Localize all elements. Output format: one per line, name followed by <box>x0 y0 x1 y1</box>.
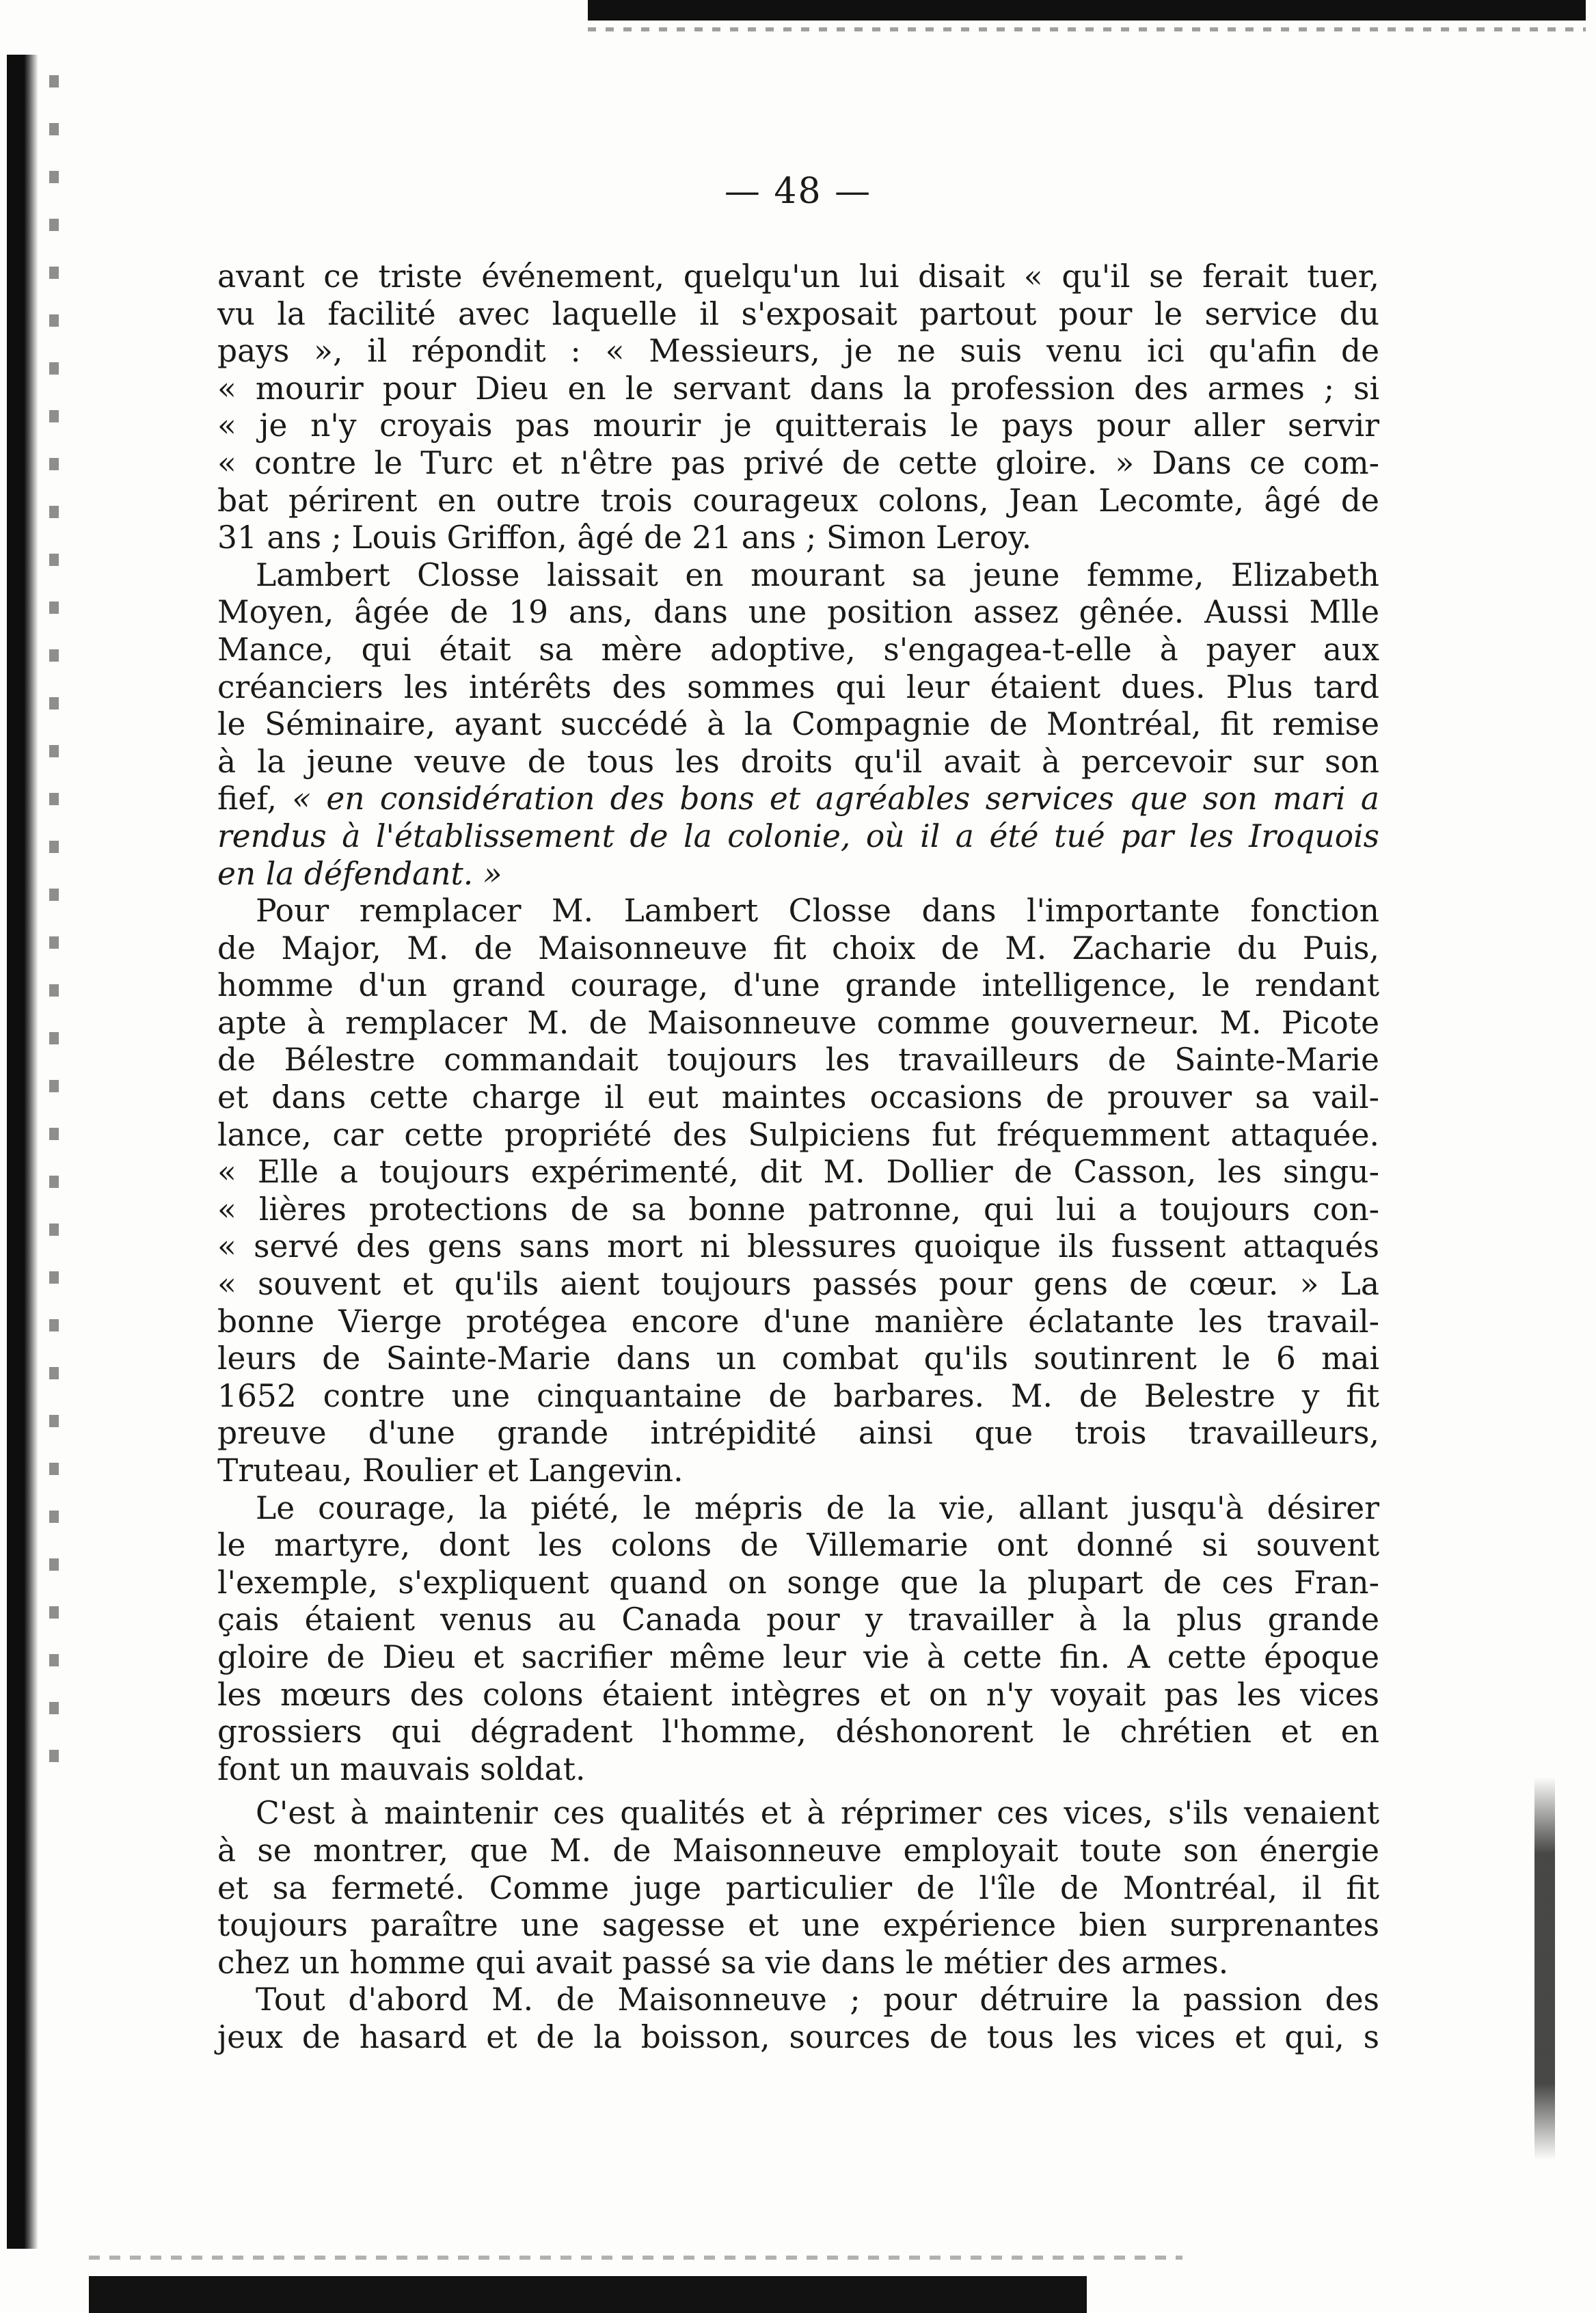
text-line: apte à remplacer M. de Maisonneuve comme gouverneur. M. Picote <box>217 1004 1379 1041</box>
page-number: — 48 — <box>724 171 872 212</box>
text-line: « lières protections de sa bonne patronne, qui lui a toujours con- <box>217 1191 1379 1228</box>
text-line: pays », il répondit : « Messieurs, je ne suis venu ici qu'afin de <box>217 333 1379 370</box>
text-line: « Elle a toujours expérimenté, dit M. Dollier de Casson, les singu- <box>217 1154 1379 1191</box>
scan-edge-right <box>1534 1777 1555 2160</box>
text-line: créanciers les intérêts des sommes qui leur étaient dues. Plus tard <box>217 668 1379 705</box>
text-line: gloire de Dieu et sacrifier même leur vie à cette fin. A cette époque <box>217 1638 1379 1675</box>
text-line: « contre le Turc et n'être pas privé de cette gloire. » Dans ce com- <box>217 444 1379 481</box>
text-line: de Bélestre commandait toujours les travailleurs de Sainte-Marie <box>217 1042 1379 1079</box>
text-line: fief, « en considération des bons et agréables services que son mari a <box>217 781 1379 817</box>
text-line: « servé des gens sans mort ni blessures quoique ils fussent attaqués <box>217 1228 1379 1265</box>
text-line: Lambert Closse laissait en mourant sa jeune femme, Elizabeth <box>256 556 1379 593</box>
text-line: « mourir pour Dieu en le servant dans la profession des armes ; si <box>217 370 1379 407</box>
text-line: rendus à l'établissement de la colonie, où il a été tué par les Iroquois <box>217 817 1379 854</box>
scan-noise-bottom <box>89 2256 1182 2260</box>
text-line: leurs de Sainte-Marie dans un combat qu'ils soutinrent le 6 mai <box>217 1340 1379 1377</box>
text-line: à se montrer, que M. de Maisonneuve employait toute son énergie <box>217 1832 1379 1869</box>
text-line: et dans cette charge il eut maintes occasions de prouver sa vail- <box>217 1079 1379 1116</box>
text-line: Mance, qui était sa mère adoptive, s'engagea-t-elle à payer aux <box>217 631 1379 668</box>
text-line: Pour remplacer M. Lambert Closse dans l'importante fonction <box>256 893 1379 930</box>
body-text <box>217 258 1379 2057</box>
text-line: C'est à maintenir ces qualités et à réprimer ces vices, s'ils venaient <box>256 1795 1379 1832</box>
text-line: grossiers qui dégradent l'homme, déshonorent le chrétien et en <box>217 1714 1379 1750</box>
text-line: Tout d'abord M. de Maisonneuve ; pour détruire la passion des <box>256 1981 1379 2018</box>
text-line: preuve d'une grande intrépidité ainsi que trois travailleurs, <box>217 1415 1379 1452</box>
text-line: « souvent et qu'ils aient toujours passés pour gens de cœur. » La <box>217 1266 1379 1303</box>
text-line: bonne Vierge protégea encore d'une manière éclatante les travail- <box>217 1303 1379 1340</box>
text-line: jeux de hasard et de la boisson, sources de tous les vices et qui, s <box>217 2018 1379 2055</box>
text-line: de Major, M. de Maisonneuve fit choix de M. Zacharie du Puis, <box>217 930 1379 966</box>
text-line: font un mauvais soldat. <box>217 1750 586 1787</box>
text-line: en la défendant. » <box>217 855 502 892</box>
scan-edge-bottom <box>89 2276 1087 2313</box>
scan-noise-top <box>588 27 1586 31</box>
text-line: « je n'y croyais pas mourir je quitterais le pays pour aller servir <box>217 407 1379 444</box>
text-line: et sa fermeté. Comme juge particulier de l'île de Montréal, il fit <box>217 1869 1379 1906</box>
text-line: homme d'un grand courage, d'une grande intelligence, le rendant <box>217 967 1379 1004</box>
text-line: le Séminaire, ayant succédé à la Compagnie de Montréal, fit remise <box>217 706 1379 743</box>
text-line: lance, car cette propriété des Sulpiciens fut fréquemment attaquée. <box>217 1116 1379 1153</box>
scan-edge-left <box>7 55 38 2249</box>
text-line: bat périrent en outre trois courageux colons, Jean Lecomte, âgé de <box>217 482 1379 519</box>
text-line: Le courage, la piété, le mépris de la vie, allant jusqu'à désirer <box>256 1489 1379 1526</box>
text-line: 1652 contre une cinquantaine de barbares. M. de Belestre y fit <box>217 1377 1379 1414</box>
text-line: çais étaient venus au Canada pour y travailler à la plus grande <box>217 1601 1379 1638</box>
text-line: avant ce triste événement, quelqu'un lui disait « qu'il se ferait tuer, <box>217 258 1379 295</box>
text-line: le martyre, dont les colons de Villemarie ont donné si souvent <box>217 1527 1379 1564</box>
text-line: 31 ans ; Louis Griffon, âgé de 21 ans ; Simon Leroy. <box>217 519 1032 556</box>
text-line: les mœurs des colons étaient intègres et on n'y voyait pas les vices <box>217 1676 1379 1713</box>
scan-binding-marks <box>49 75 59 1784</box>
text-line: chez un homme qui avait passé sa vie dans le métier des armes. <box>217 1944 1229 1981</box>
text-line: vu la facilité avec laquelle il s'exposait partout pour le service du <box>217 295 1379 332</box>
text-line: l'exemple, s'expliquent quand on songe que la plupart de ces Fran- <box>217 1564 1379 1601</box>
text-line: à la jeune veuve de tous les droits qu'il avait à percevoir sur son <box>217 743 1379 780</box>
scan-edge-top <box>588 0 1586 21</box>
text-line: toujours paraître une sagesse et une expérience bien surprenantes <box>217 1907 1379 1944</box>
text-line: Moyen, âgée de 19 ans, dans une position assez gênée. Aussi Mlle <box>217 594 1379 631</box>
text-line: Truteau, Roulier et Langevin. <box>217 1452 684 1489</box>
